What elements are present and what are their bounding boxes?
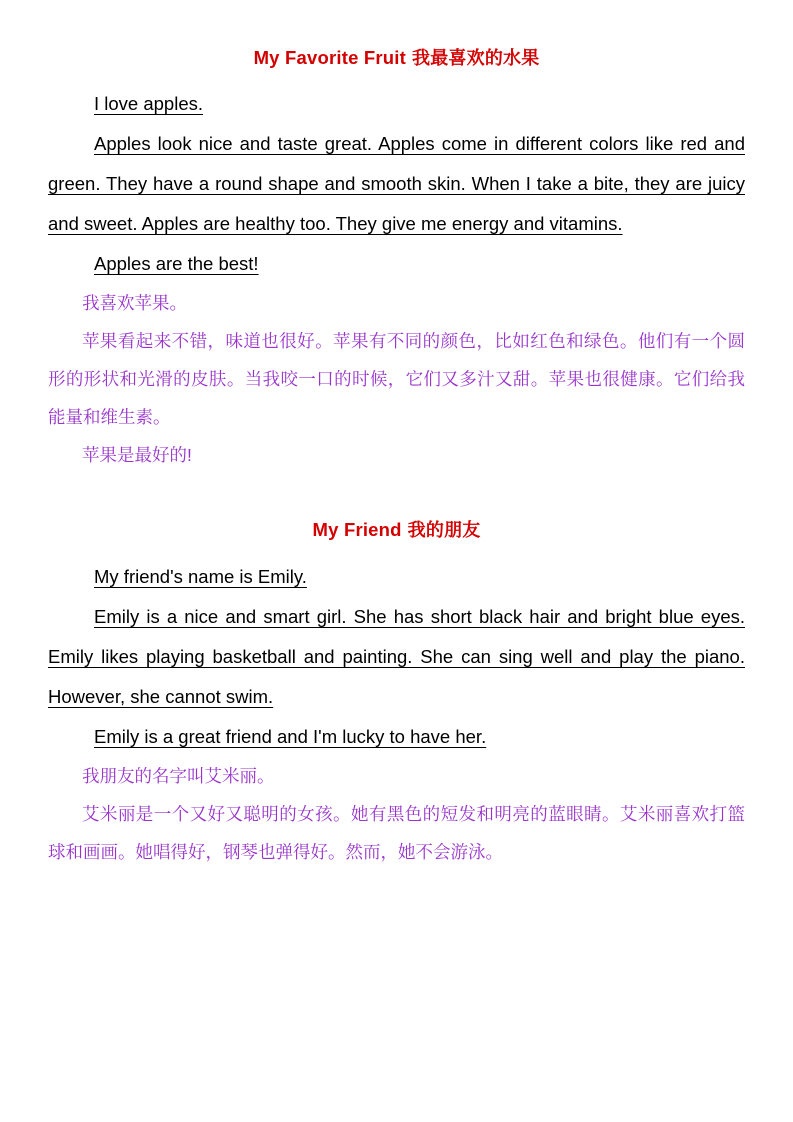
chinese-paragraph: 艾米丽是一个又好又聪明的女孩。她有黑色的短发和明亮的蓝眼睛。艾米丽喜欢打篮球和画画。她唱得好，钢琴也弹得好。然而，她不会游泳。 — [48, 803, 745, 862]
section-my-favorite-fruit — [48, 46, 745, 474]
section-my-friend — [48, 518, 745, 870]
section-title-chinese: 我的朋友 — [407, 520, 481, 541]
english-paragraph: I love apples. — [94, 93, 204, 115]
section-title-english: My Favorite Fruit — [253, 47, 407, 68]
section-title — [48, 46, 745, 70]
english-paragraph: Apples are the best! — [94, 253, 259, 275]
chinese-paragraph: 我喜欢苹果。 — [82, 293, 187, 314]
chinese-paragraph: 苹果是最好的! — [82, 445, 192, 466]
chinese-paragraph: 苹果看起来不错，味道也很好。苹果有不同的颜色，比如红色和绿色。他们有一个圆形的形状和光滑的皮肤。当我咬一口的时候，它们又多汁又甜。苹果也很健康。它们给我能量和维生素。 — [48, 331, 745, 428]
section-spacer — [48, 474, 745, 518]
english-paragraph: Emily is a great friend and I'm lucky to have her. — [94, 725, 487, 747]
section-title — [48, 518, 745, 542]
section-title-english: My Friend — [312, 519, 402, 541]
english-paragraph: Emily is a nice and smart girl. She has short black hair and bright blue eyes. Emily likes playing basketball and painting. She can sing well and play the piano. However, she cannot swim. — [48, 605, 745, 707]
english-paragraph: My friend's name is Emily. — [94, 565, 307, 587]
section-title-chinese: 我最喜欢的水果 — [412, 48, 540, 68]
english-paragraph: Apples look nice and taste great. Apples come in different colors like red and green. They have a round shape and smooth skin. When I take a bite, they are juicy and sweet. Apples are healthy too. They give me energy and vitamins. — [48, 133, 745, 235]
chinese-paragraph: 我朋友的名字叫艾米丽。 — [82, 765, 275, 786]
